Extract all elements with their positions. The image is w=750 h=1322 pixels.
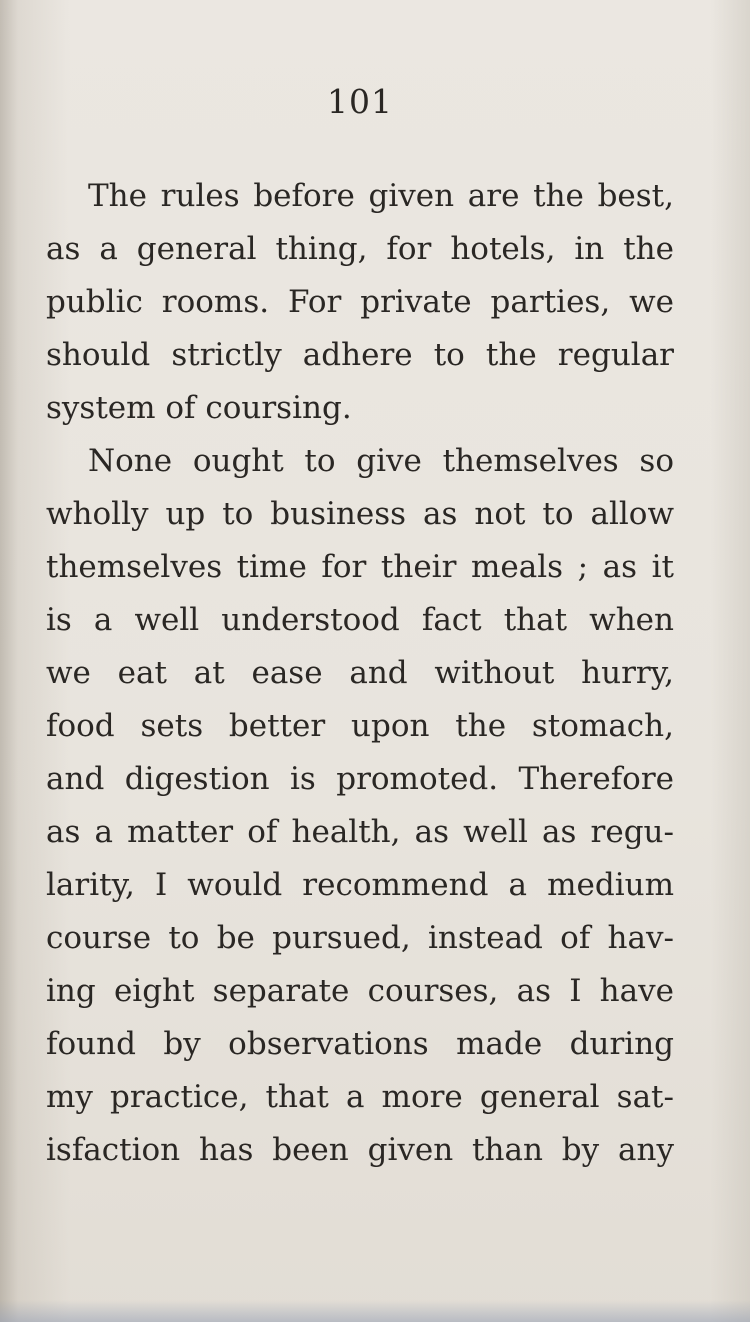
text-line: The rules before given are the best, (88, 178, 674, 214)
text-line: course to be pursued, instead of hav- (46, 920, 674, 956)
text-line: and digestion is promoted. Therefore (46, 761, 674, 797)
text-line: my practice, that a more general sat- (46, 1079, 674, 1115)
page-number: 101 (327, 82, 393, 121)
body-text (46, 170, 674, 1177)
text-line: is a well understood fact that when (46, 602, 674, 638)
text-line: we eat at ease and without hurry, (46, 655, 674, 691)
text-line: system of coursing. (46, 390, 352, 426)
text-line: larity, I would recommend a medium (46, 867, 674, 903)
text-line: ing eight separate courses, as I have (46, 973, 674, 1009)
text-line: public rooms. For private parties, we (46, 284, 674, 320)
text-line: as a matter of health, as well as regu- (46, 814, 674, 850)
text-line: food sets better upon the stomach, (46, 708, 674, 744)
text-line: should strictly adhere to the regular (46, 337, 674, 373)
text-line: isfaction has been given than by any (46, 1132, 674, 1168)
text-line: None ought to give themselves so (88, 443, 674, 479)
text-line: found by observations made during (46, 1026, 674, 1062)
text-line: themselves time for their meals ; as it (46, 549, 674, 585)
page-bottom-edge (0, 1300, 750, 1322)
text-line: wholly up to business as not to allow (46, 496, 674, 532)
text-line: as a general thing, for hotels, in the (46, 231, 674, 267)
